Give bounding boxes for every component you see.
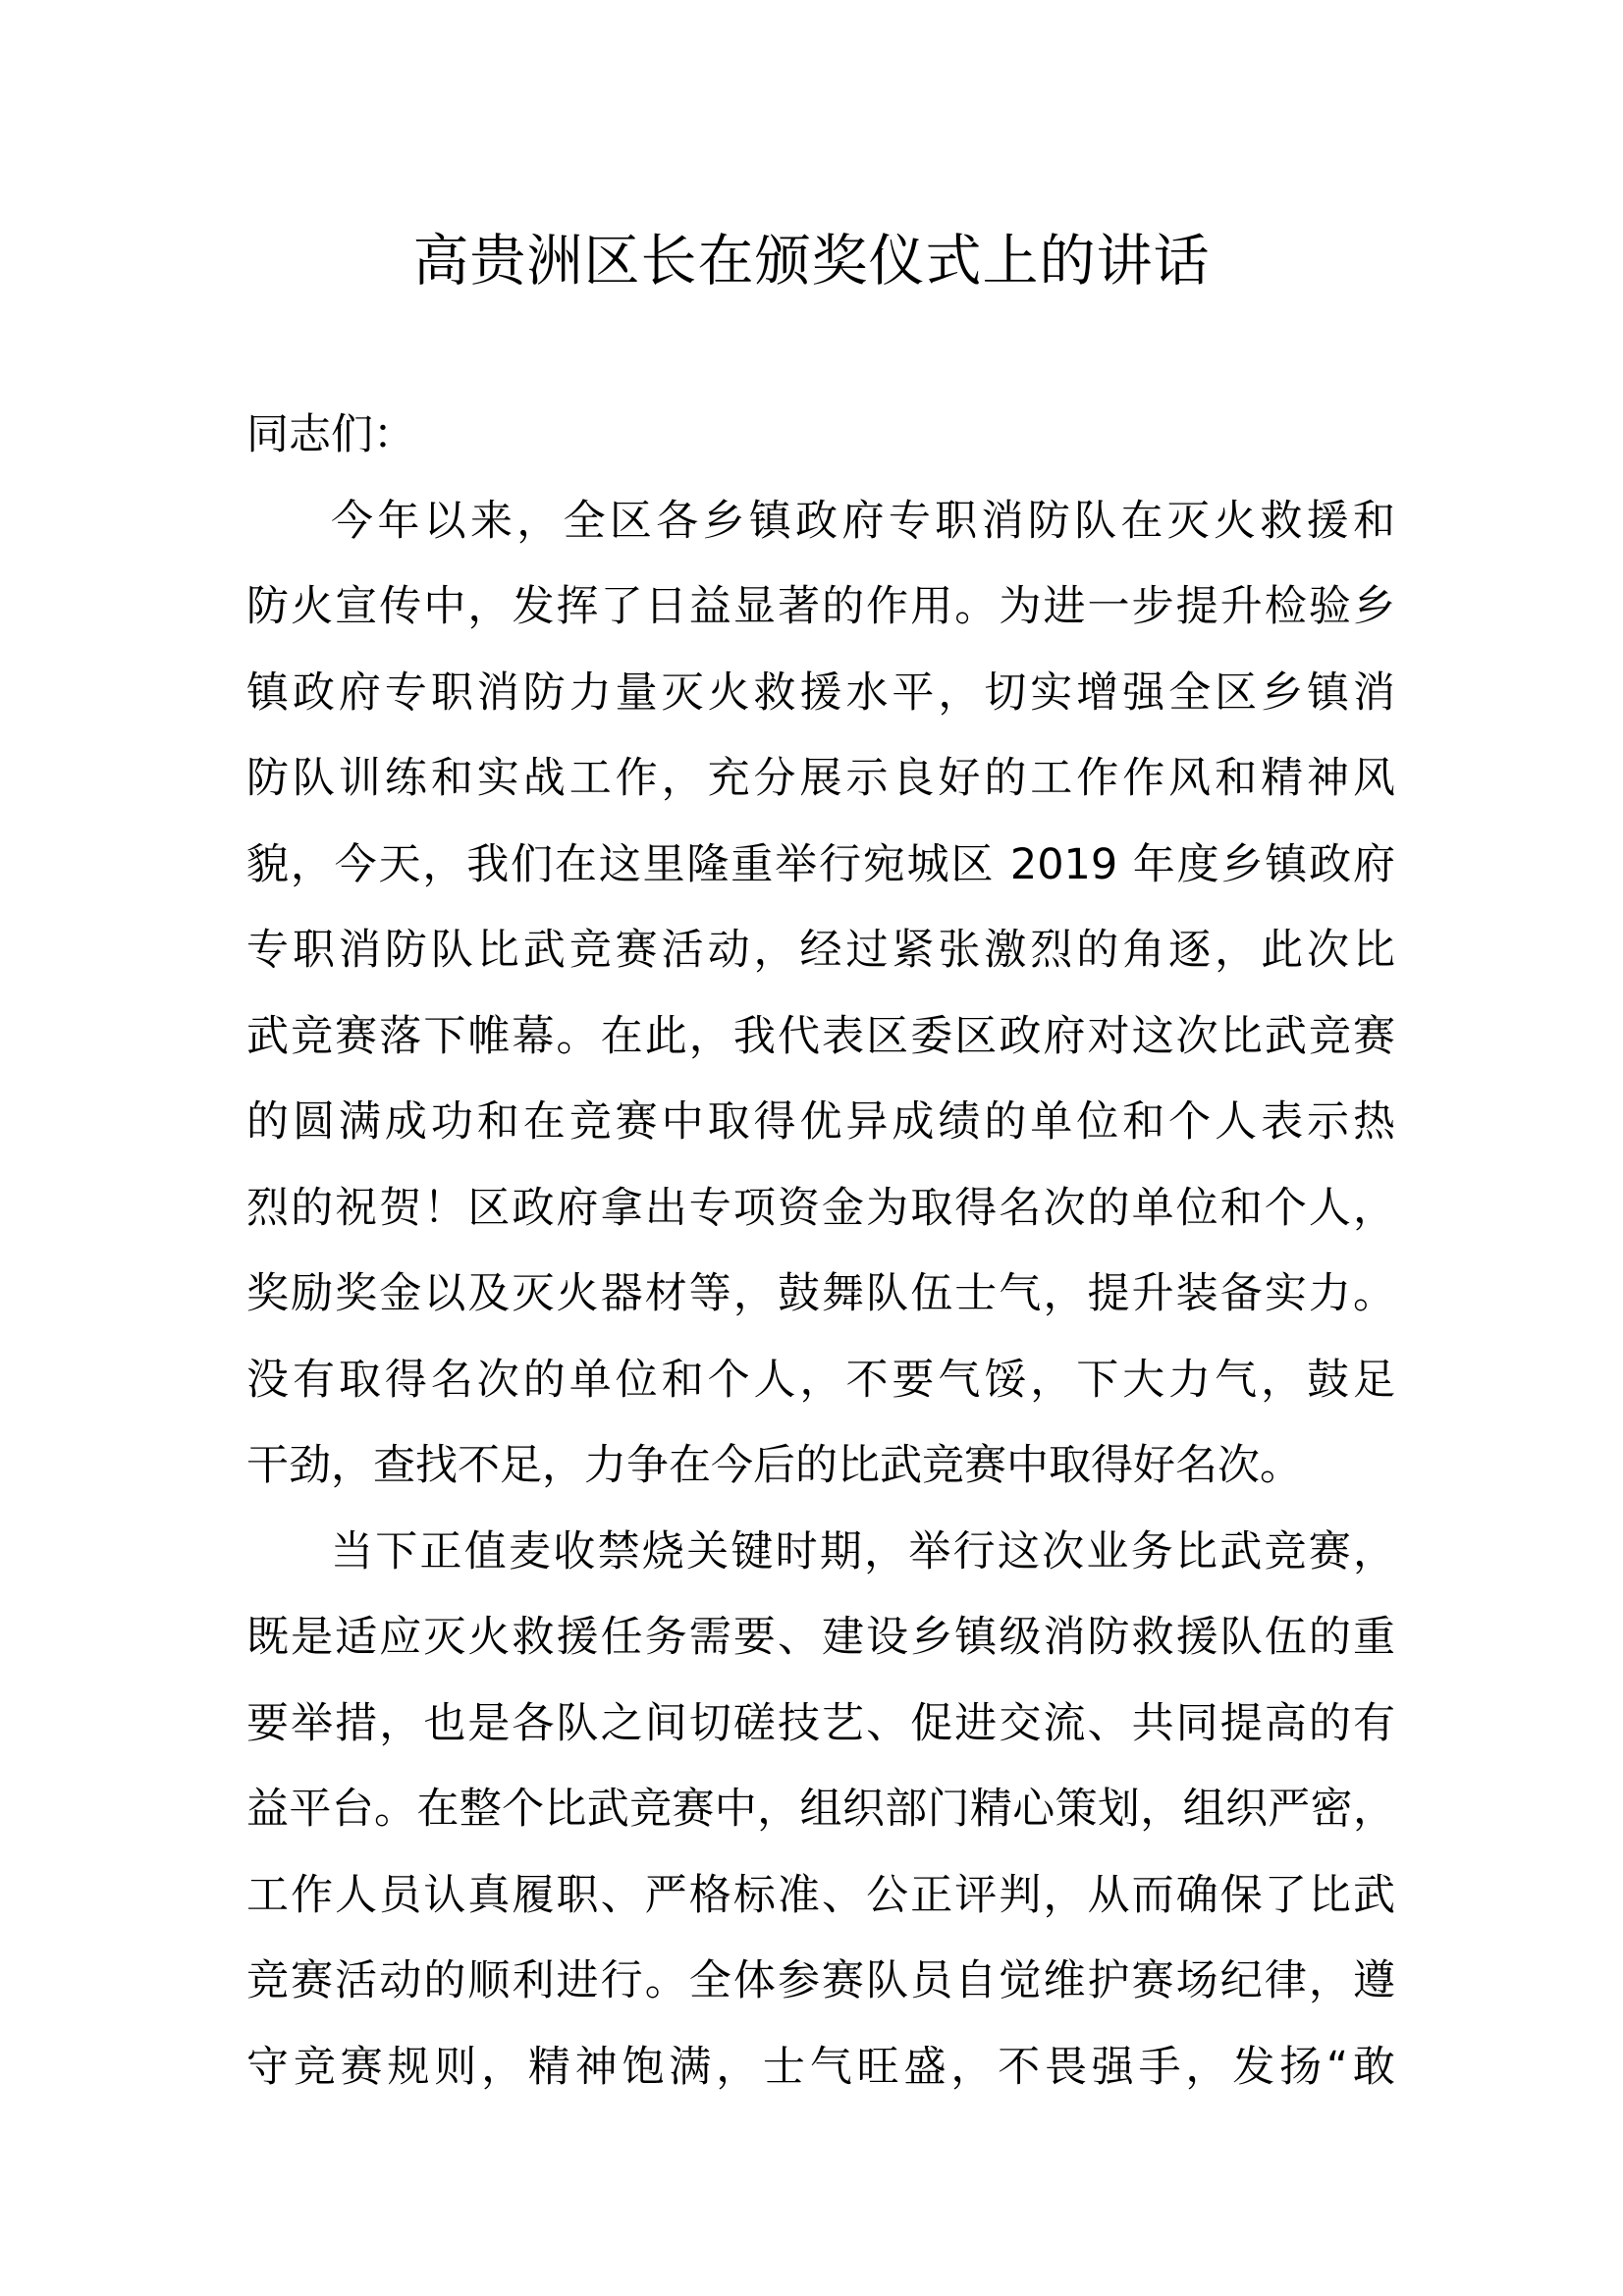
text-line: 没有取得名次的单位和个人，不要气馁，下大力气，鼓足: [246, 1355, 1395, 1405]
text-line: 守竞赛规则，精神饱满，士气旺盛，不畏强手，发扬“敢: [246, 2042, 1395, 2092]
text-line: 当下正值麦收禁烧关键时期，举行这次业务比武竞赛，: [331, 1526, 1395, 1576]
text-line: 今年以来，全区各乡镇政府专职消防队在灭火救援和: [331, 496, 1395, 546]
text-line: 工作人员认真履职、严格标准、公正评判，从而确保了比武: [246, 1870, 1395, 1920]
text-line: 烈的祝贺！区政府拿出专项资金为取得名次的单位和个人，: [246, 1183, 1395, 1233]
text-line: 防火宣传中，发挥了日益显著的作用。为进一步提升检验乡: [246, 582, 1395, 631]
text-line: 益平台。在整个比武竞赛中，组织部门精心策划，组织严密，: [246, 1785, 1395, 1834]
text-line: 干劲，查找不足，力争在今后的比武竞赛中取得好名次。: [246, 1441, 1302, 1490]
salutation: 同志们：: [246, 410, 415, 459]
text-line: 防队训练和实战工作，充分展示良好的工作作风和精神风: [246, 754, 1395, 803]
document-body: [246, 393, 1395, 2110]
text-line: 既是适应灭火救援任务需要、建设乡镇级消防救援队伍的重: [246, 1613, 1395, 1662]
document-title: 高贵洲区长在颁奖仪式上的讲话: [412, 229, 1211, 294]
text-line: 的圆满成功和在竞赛中取得优异成绩的单位和个人表示热: [246, 1097, 1395, 1147]
text-line: 竞赛活动的顺利进行。全体参赛队员自觉维护赛场纪律，遵: [246, 1956, 1395, 2005]
text-line: 貌，今天，我们在这里隆重举行宛城区 2019 年度乡镇政府: [246, 839, 1395, 889]
paragraph-1: [246, 479, 1395, 1510]
text-line: 专职消防队比武竞赛活动，经过紧张激烈的角逐，此次比: [246, 926, 1395, 975]
text-line: 武竞赛落下帷幕。在此，我代表区委区政府对这次比武竞赛: [246, 1011, 1395, 1061]
paragraph-2: [246, 1510, 1395, 2111]
text-line: 要举措，也是各队之间切磋技艺、促进交流、共同提高的有: [246, 1698, 1395, 1748]
text-line: 奖励奖金以及灭火器材等，鼓舞队伍士气，提升装备实力。: [246, 1269, 1395, 1318]
text-line: 镇政府专职消防力量灭火救援水平，切实增强全区乡镇消: [246, 667, 1395, 718]
